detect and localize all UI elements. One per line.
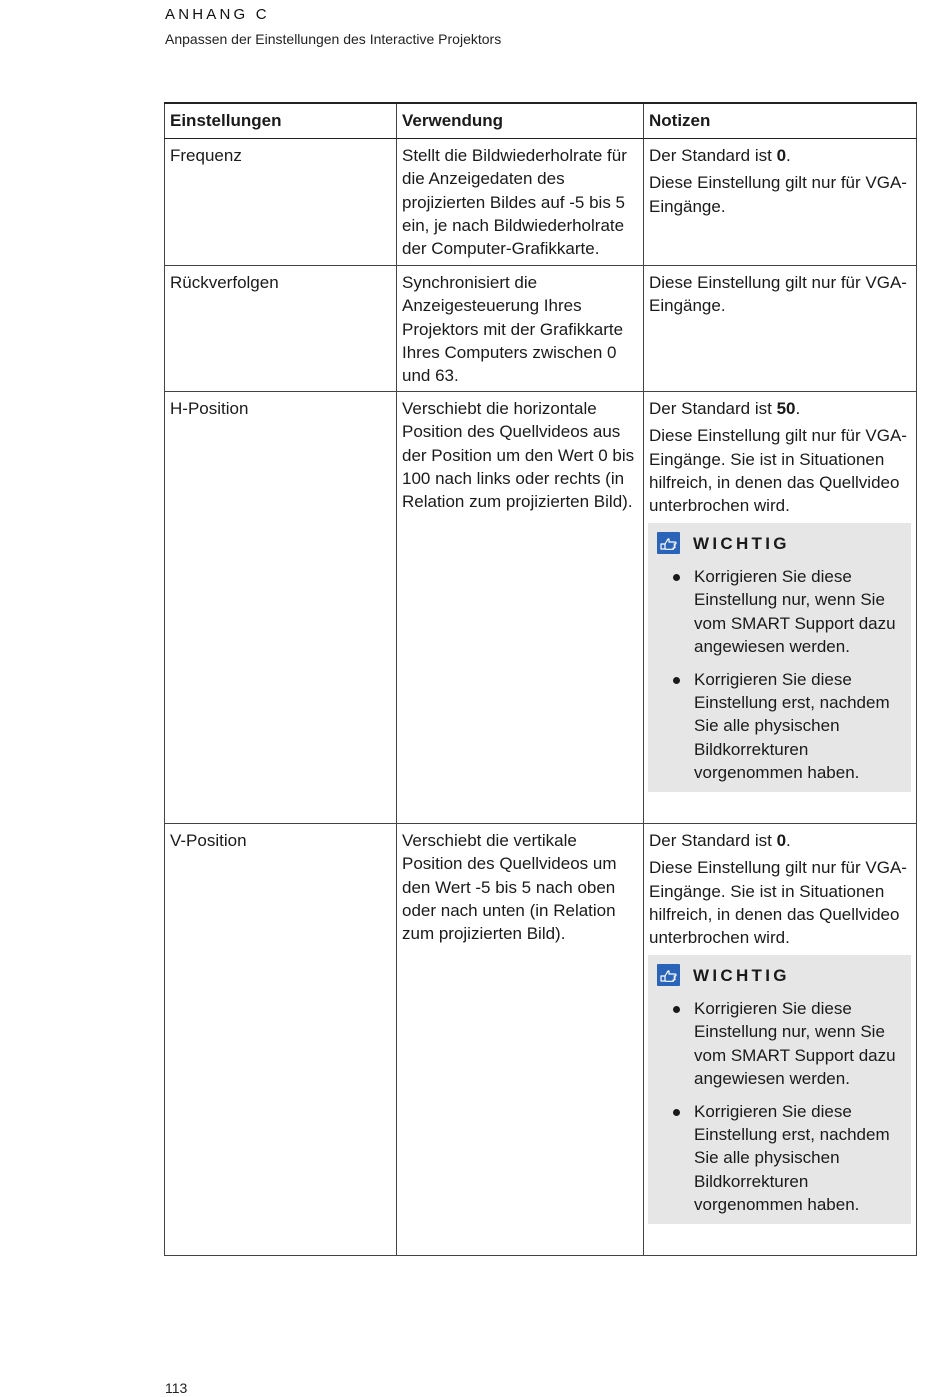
setting-notes [644, 824, 917, 1256]
setting-name: V-Position [165, 824, 397, 1256]
chapter-subtitle: Anpassen der Einstellungen des Interactive Projektors [165, 31, 502, 47]
table-header-row [165, 103, 917, 139]
important-list [657, 565, 901, 784]
setting-notes [644, 392, 917, 824]
table-row [165, 392, 917, 824]
default-value: 50 [776, 399, 796, 419]
default-value-note: Der Standard ist 50. [649, 399, 801, 419]
column-header-usage: Verwendung [397, 103, 644, 139]
page-number: 113 [165, 1380, 188, 1396]
default-value: 0 [776, 146, 787, 166]
important-box [648, 955, 911, 1224]
list-item: Korrigieren Sie diese Einstellung nur, wenn Sie vom SMART Support dazu angewiesen werden. [657, 565, 901, 658]
setting-name: Rückverfolgen [165, 266, 397, 392]
important-list [657, 997, 901, 1216]
list-item: Korrigieren Sie diese Einstellung erst, nachdem Sie alle physischen Bildkorrekturen vorgenommen haben. [657, 668, 901, 784]
bullet-icon [673, 574, 680, 581]
note-text: Diese Einstellung gilt nur für VGA-Eingänge. Sie ist in Situationen hilfreich, in denen das Quellvideo unterbrochen wird. [649, 426, 907, 516]
bullet-icon [673, 677, 680, 684]
bullet-icon [673, 1006, 680, 1013]
setting-name: H-Position [165, 392, 397, 824]
setting-usage: Stellt die Bildwiederholrate für die Anzeigedaten des projizierten Bildes auf -5 bis 5 ein, je nach Bildwiederholrate der Computer-Grafikkarte. [397, 139, 644, 266]
note-text: Diese Einstellung gilt nur für VGA-Eingänge. [649, 273, 907, 316]
column-header-settings: Einstellungen [165, 103, 397, 139]
important-box [648, 523, 911, 792]
setting-usage: Synchronisiert die Anzeigesteuerung Ihres Projektors mit der Grafikkarte Ihres Computers zwischen 0 und 63. [397, 266, 644, 392]
default-value-note: Der Standard ist 0. [649, 831, 791, 851]
pointing-hand-icon [657, 532, 680, 554]
settings-table [164, 102, 917, 1256]
column-header-notes: Notizen [644, 103, 917, 139]
chapter-heading: ANHANG C [165, 6, 270, 23]
list-item: Korrigieren Sie diese Einstellung nur, wenn Sie vom SMART Support dazu angewiesen werden. [657, 997, 901, 1090]
important-label: WICHTIG [693, 533, 790, 553]
note-text: Diese Einstellung gilt nur für VGA-Eingänge. [649, 173, 907, 216]
setting-usage: Verschiebt die vertikale Position des Quellvideos um den Wert -5 bis 5 nach oben oder nach unten (in Relation zum projizierten Bild). [397, 824, 644, 1256]
table-row [165, 266, 917, 392]
list-item: Korrigieren Sie diese Einstellung erst, nachdem Sie alle physischen Bildkorrekturen vorgenommen haben. [657, 1100, 901, 1216]
default-value-note: Der Standard ist 0. [649, 146, 791, 166]
setting-notes [644, 266, 917, 392]
important-label: WICHTIG [693, 965, 790, 985]
table-row [165, 824, 917, 1256]
setting-notes [644, 139, 917, 266]
default-value: 0 [776, 831, 787, 851]
setting-usage: Verschiebt die horizontale Position des Quellvideos aus der Position um den Wert 0 bis 100 nach links oder rechts (in Relation zum projizierten Bild). [397, 392, 644, 824]
note-text: Diese Einstellung gilt nur für VGA-Eingänge. Sie ist in Situationen hilfreich, in denen das Quellvideo unterbrochen wird. [649, 858, 907, 948]
pointing-hand-icon [657, 964, 680, 986]
bullet-icon [673, 1109, 680, 1116]
setting-name: Frequenz [165, 139, 397, 266]
table-row [165, 139, 917, 266]
